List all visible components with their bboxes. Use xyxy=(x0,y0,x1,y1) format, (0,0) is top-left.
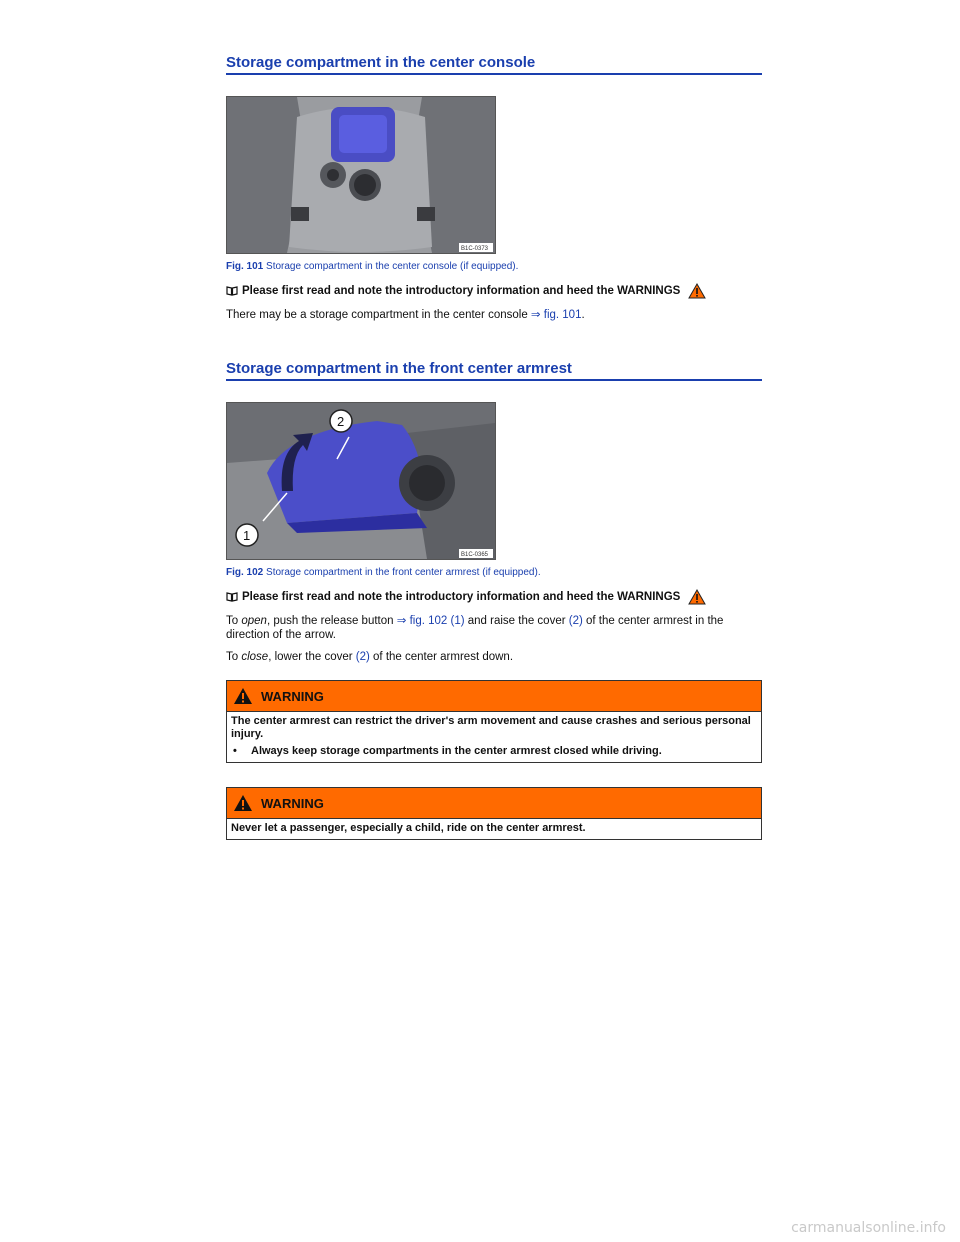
close-emphasis: close xyxy=(241,651,269,663)
text: , push the release button xyxy=(266,615,397,627)
figure-code: B1C-0365 xyxy=(461,552,489,558)
caption-label: Fig. 101 xyxy=(226,261,264,272)
caption-label: Fig. 102 xyxy=(226,567,264,578)
warning-icon xyxy=(233,687,253,705)
open-emphasis: open xyxy=(241,615,267,627)
text: To xyxy=(226,651,242,663)
text: , lower the cover xyxy=(268,651,356,663)
text: of the center armrest down. xyxy=(369,651,514,663)
text: and raise the cover xyxy=(464,615,569,627)
caption-text: Storage compartment in the front center armrest (if equipped). xyxy=(263,567,541,578)
warning-triangle-icon[interactable] xyxy=(688,283,706,299)
callout-2: 2 xyxy=(337,414,345,429)
section-title-center-console: Storage compartment in the center console xyxy=(226,54,762,75)
callout-2-link[interactable]: (2) xyxy=(355,651,370,663)
warning-header xyxy=(227,681,761,712)
warning-label: WARNING xyxy=(261,795,324,811)
figure-102-image xyxy=(226,402,496,560)
intro-notice xyxy=(226,589,706,605)
section-title-front-armrest: Storage compartment in the front center armrest xyxy=(226,360,762,381)
book-icon xyxy=(226,286,238,296)
center-console-paragraph xyxy=(226,308,746,322)
warning-body xyxy=(227,819,761,839)
para-text: There may be a storage compartment in the center console xyxy=(226,309,531,321)
warning-bullet xyxy=(231,745,757,758)
warning-text: The center armrest can restrict the driver's arm movement and cause crashes and serious personal injury. xyxy=(231,715,751,740)
watermark: carmanualsonline.info xyxy=(791,1220,946,1236)
callout-2-link[interactable]: (2) xyxy=(568,615,583,627)
para-end: . xyxy=(581,309,585,321)
warning-triangle-icon[interactable] xyxy=(688,589,706,605)
warning-icon xyxy=(233,794,253,812)
notice-text: Please first read and note the introductory information and heed the WARNINGS xyxy=(242,591,681,603)
warning-body xyxy=(227,712,761,762)
bullet-text: Always keep storage compartments in the center armrest closed while driving. xyxy=(251,745,662,757)
fig-102-link[interactable]: ⇒ fig. 102 (1) xyxy=(396,615,465,627)
warning-text: Never let a passenger, especially a child, ride on the center armrest. xyxy=(231,822,586,834)
book-icon xyxy=(226,592,238,602)
text: of the center armrest in the direction of the arrow. xyxy=(226,615,724,641)
figure-102-caption xyxy=(226,567,541,578)
caption-text: Storage compartment in the center console (if equipped). xyxy=(263,261,519,272)
warning-box-2 xyxy=(226,787,762,840)
intro-notice xyxy=(226,283,706,299)
text: To xyxy=(226,615,242,627)
notice-text: Please first read and note the introductory information and heed the WARNINGS xyxy=(242,285,681,297)
figure-101-image xyxy=(226,96,496,254)
figure-code: B1C-0373 xyxy=(461,246,489,252)
close-instructions xyxy=(226,650,746,664)
open-instructions xyxy=(226,614,746,642)
bullet-icon: • xyxy=(233,745,237,757)
warning-box-1 xyxy=(226,680,762,763)
figure-101-caption xyxy=(226,261,518,272)
fig-101-link[interactable]: ⇒ fig. 101 xyxy=(530,309,582,321)
warning-header xyxy=(227,788,761,819)
callout-1: 1 xyxy=(243,528,251,543)
warning-label: WARNING xyxy=(261,688,324,704)
